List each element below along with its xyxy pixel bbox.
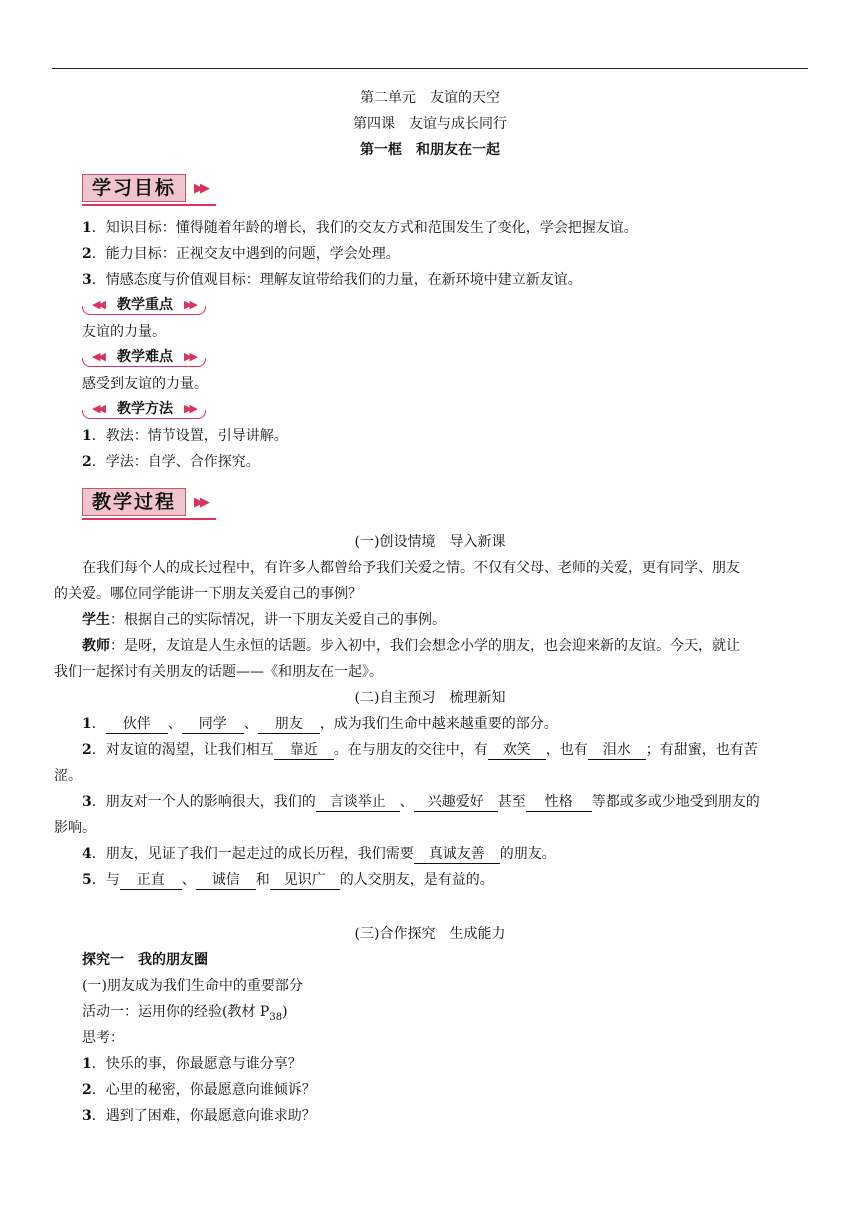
part2-title: (二)自主预习 梳理新知	[354, 690, 506, 706]
explore-subtitle: (一)朋友成为我们生命中的重要部分	[82, 978, 303, 994]
answer-blank: 见识广	[270, 872, 340, 890]
part1-paragraph-line2: 的关爱。哪位同学能讲一下朋友关爱自己的事例？	[54, 586, 362, 602]
double-arrow-icon: ▶▶	[194, 495, 206, 510]
answer-blank: 兴趣爱好	[414, 794, 498, 812]
answer-blank: 同学	[182, 716, 244, 734]
explore-title: 探究一 我的朋友圈	[82, 952, 208, 968]
double-left-arrow-icon: ◀◀	[92, 298, 103, 311]
answer-blank: 伙伴	[106, 716, 168, 734]
part1-paragraph-line1: 在我们每个人的成长过程中，有许多人都曾给予我们关爱之情。不仅有父母、老师的关爱，更有同学、朋友	[82, 560, 740, 576]
answer-blank: 性格	[526, 794, 592, 812]
answer-blank: 靠近	[274, 742, 334, 760]
double-arrow-icon: ▶▶	[194, 181, 206, 196]
think-item-2: 2．心里的秘密，你最愿意向谁倾诉？	[82, 1082, 316, 1098]
question-2: 2．对友谊的渴望，让我们相互 靠近 。在与朋友的交往中，有 欢笑 ，也有 泪水 ；有甜蜜，也有苦	[82, 742, 758, 758]
question-3: 3．朋友对一个人的影响很大，我们的 言谈举止 、 兴趣爱好 甚至 性格 等都或多或少地受到朋友的	[82, 794, 760, 810]
part3-title: (三)合作探究 生成能力	[354, 926, 506, 942]
method-tag: ◀◀ 教学方法 ▶▶	[82, 400, 208, 420]
double-left-arrow-icon: ◀◀	[92, 350, 103, 363]
answer-blank: 真诚友善	[414, 846, 500, 864]
process-tag	[82, 488, 216, 520]
double-right-arrow-icon: ▶▶	[184, 402, 195, 415]
answer-blank: 朋友	[258, 716, 320, 734]
part1-title: (一)创设情境 导入新课	[354, 534, 506, 550]
difficult-point-text: 感受到友谊的力量。	[82, 376, 208, 392]
teacher-line2: 我们一起探讨有关朋友的话题——《和朋友在一起》。	[54, 664, 383, 680]
unit-title: 第二单元 友谊的天空	[360, 90, 500, 106]
lesson-title: 第四课 友谊与成长同行	[353, 116, 507, 132]
method-item-1: 1．教法：情节设置，引导讲解。	[82, 428, 288, 444]
double-right-arrow-icon: ▶▶	[184, 298, 195, 311]
objective-item-3: 3．情感态度与价值观目标：理解友谊带给我们的力量，在新环境中建立新友谊。	[82, 272, 582, 288]
objectives-tag	[82, 174, 216, 206]
double-right-arrow-icon: ▶▶	[184, 350, 195, 363]
objectives-tag-label: 学习目标	[82, 174, 186, 202]
student-line: 学生：根据自己的实际情况，讲一下朋友关爱自己的事例。	[82, 612, 446, 628]
difficult-point-tag: ◀◀ 教学难点 ▶▶	[82, 348, 208, 368]
key-point-tag: ◀◀ 教学重点 ▶▶	[82, 296, 208, 316]
answer-blank: 欢笑	[488, 742, 546, 760]
activity-line: 活动一：运用你的经验(教材 $P_{38}$)	[82, 1004, 288, 1023]
answer-blank: 正直	[120, 872, 182, 890]
objective-item-1: 1．知识目标：懂得随着年龄的增长，我们的交友方式和范围发生了变化，学会把握友谊。	[82, 220, 638, 236]
answer-blank: 诚信	[196, 872, 256, 890]
section-title: 第一框 和朋友在一起	[360, 142, 500, 158]
process-tag-label: 教学过程	[82, 488, 186, 516]
teacher-line1: 教师：是呀，友谊是人生永恒的话题。步入初中，我们会想念小学的朋友，也会迎来新的友谊。今天，就让	[82, 638, 740, 654]
think-label: 思考：	[82, 1030, 124, 1046]
header-rule	[52, 68, 808, 69]
objective-item-2: 2．能力目标：正视交友中遇到的问题，学会处理。	[82, 246, 400, 262]
answer-blank: 泪水	[588, 742, 646, 760]
question-2-line2: 涩。	[54, 768, 82, 784]
think-item-1: 1．快乐的事，你最愿意与谁分享？	[82, 1056, 302, 1072]
think-item-3: 3．遇到了困难，你最愿意向谁求助？	[82, 1108, 316, 1124]
question-3-line2: 影响。	[54, 820, 96, 836]
question-4: 4．朋友，见证了我们一起走过的成长历程，我们需要 真诚友善 的朋友。	[82, 846, 556, 862]
key-point-text: 友谊的力量。	[82, 324, 166, 340]
question-5: 5．与 正直 、 诚信 和 见识广 的人交朋友，是有益的。	[82, 872, 494, 888]
method-item-2: 2．学法：自学、合作探究。	[82, 454, 260, 470]
answer-blank: 言谈举止	[316, 794, 400, 812]
double-left-arrow-icon: ◀◀	[92, 402, 103, 415]
question-1: 1． 伙伴 、 同学 、 朋友 ，成为我们生命中越来越重要的部分。	[82, 716, 558, 732]
